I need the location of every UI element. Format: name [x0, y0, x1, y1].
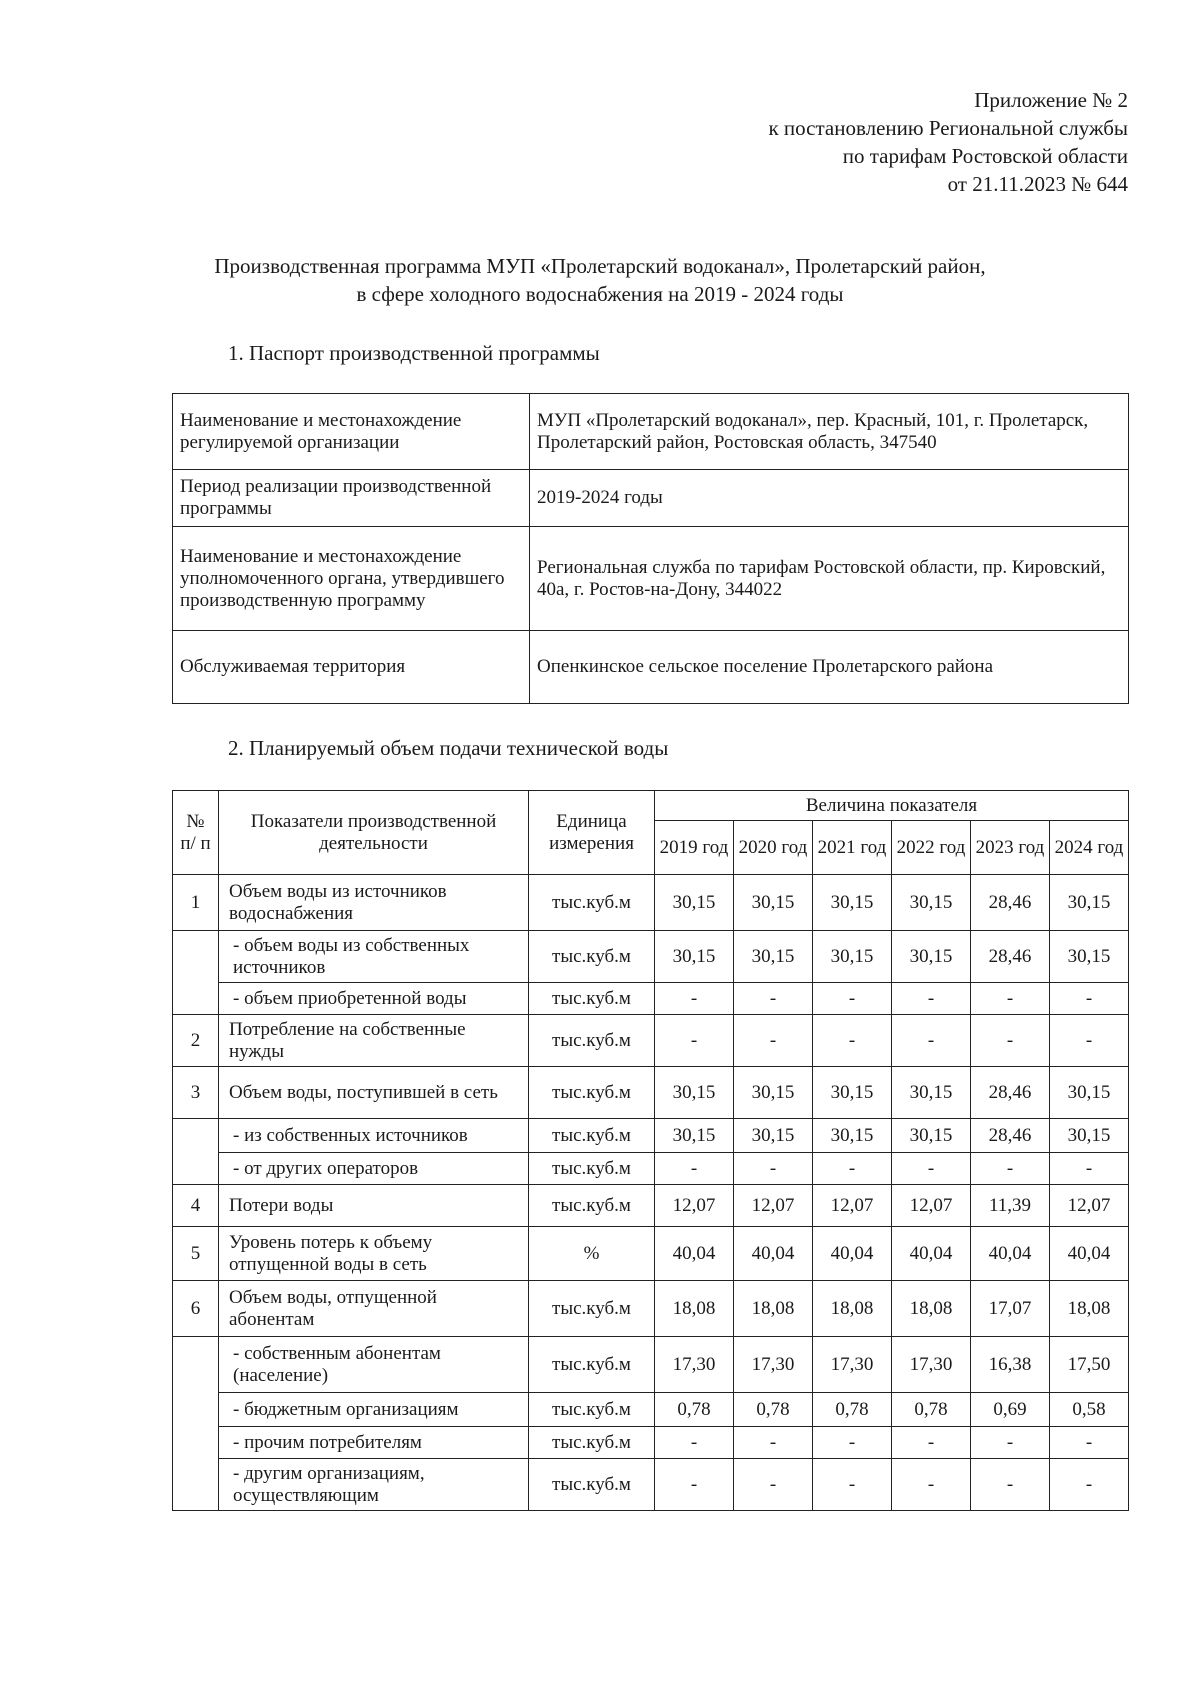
value-cell: 17,07 — [971, 1281, 1050, 1337]
value-cell: 30,15 — [1050, 1067, 1129, 1119]
value-cell: 17,30 — [655, 1337, 734, 1393]
passport-row — [173, 631, 1129, 704]
value-cell: - — [813, 983, 892, 1015]
unit-cell: тыс.куб.м — [529, 1015, 655, 1067]
passport-label: Наименование и местонахождение регулируемой организации — [173, 394, 530, 470]
value-cell: - — [971, 1459, 1050, 1511]
passport-value: Опенкинское сельское поселение Пролетарского района — [530, 631, 1129, 704]
indicator-name: - объем воды из собственных источников — [219, 931, 529, 983]
value-cell: 30,15 — [813, 1067, 892, 1119]
indicator-name: - из собственных источников — [219, 1119, 529, 1153]
value-cell: - — [734, 1153, 813, 1185]
row-number — [173, 931, 219, 1015]
indicator-name: Потери воды — [219, 1185, 529, 1227]
value-cell: 17,50 — [1050, 1337, 1129, 1393]
value-cell: 0,69 — [971, 1393, 1050, 1427]
document-title — [120, 252, 1080, 308]
value-cell: 12,07 — [655, 1185, 734, 1227]
passport-label: Период реализации производственной программы — [173, 470, 530, 527]
row-number: 3 — [173, 1067, 219, 1119]
value-cell: 30,15 — [655, 1067, 734, 1119]
appendix-line: по тарифам Ростовской области — [842, 144, 1128, 168]
value-cell: 40,04 — [813, 1227, 892, 1281]
section-heading-passport: 1. Паспорт производственной программы — [228, 341, 600, 365]
indicator-name: - от других операторов — [219, 1153, 529, 1185]
value-cell: 30,15 — [734, 1067, 813, 1119]
value-cell: 30,15 — [734, 1119, 813, 1153]
value-cell: 30,15 — [1050, 1119, 1129, 1153]
header-year: 2021 год — [813, 821, 892, 875]
value-cell: - — [734, 983, 813, 1015]
table-row — [173, 1119, 1129, 1153]
value-cell: 18,08 — [813, 1281, 892, 1337]
value-cell: - — [892, 1427, 971, 1459]
value-cell: 40,04 — [734, 1227, 813, 1281]
row-number: 1 — [173, 875, 219, 931]
passport-row — [173, 394, 1129, 470]
passport-label: Наименование и местонахождение уполномоченного органа, утвердившего производственную программу — [173, 527, 530, 631]
passport-table — [172, 393, 1129, 704]
value-cell: - — [655, 1015, 734, 1067]
value-cell: 17,30 — [734, 1337, 813, 1393]
row-number: 5 — [173, 1227, 219, 1281]
value-cell: - — [892, 983, 971, 1015]
header-num: № п/ п — [173, 791, 219, 875]
header-year: 2024 год — [1050, 821, 1129, 875]
unit-cell: тыс.куб.м — [529, 1119, 655, 1153]
table-row — [173, 1393, 1129, 1427]
unit-cell: тыс.куб.м — [529, 1153, 655, 1185]
indicator-name: Объем воды из источников водоснабжения — [219, 875, 529, 931]
value-cell: - — [813, 1015, 892, 1067]
table-row — [173, 1185, 1129, 1227]
unit-cell: тыс.куб.м — [529, 1067, 655, 1119]
indicator-name: - собственным абонентам (население) — [219, 1337, 529, 1393]
table-row — [173, 875, 1129, 931]
value-cell: 30,15 — [892, 931, 971, 983]
value-cell: 0,78 — [892, 1393, 971, 1427]
value-cell: 0,78 — [813, 1393, 892, 1427]
unit-cell: тыс.куб.м — [529, 1427, 655, 1459]
appendix-line: к постановлению Региональной службы — [768, 116, 1128, 140]
value-cell: 30,15 — [734, 931, 813, 983]
value-cell: - — [971, 1015, 1050, 1067]
table-header-row — [173, 791, 1129, 821]
value-cell: 28,46 — [971, 1067, 1050, 1119]
row-number: 6 — [173, 1281, 219, 1337]
passport-row — [173, 470, 1129, 527]
value-cell: 0,58 — [1050, 1393, 1129, 1427]
value-cell: - — [1050, 983, 1129, 1015]
table-row — [173, 931, 1129, 983]
value-cell: - — [734, 1427, 813, 1459]
value-cell: 12,07 — [734, 1185, 813, 1227]
value-cell: 18,08 — [655, 1281, 734, 1337]
value-cell: 17,30 — [813, 1337, 892, 1393]
appendix-block — [768, 86, 1128, 198]
table-row — [173, 1067, 1129, 1119]
value-cell: - — [734, 1015, 813, 1067]
value-cell: 40,04 — [1050, 1227, 1129, 1281]
unit-cell: тыс.куб.м — [529, 1337, 655, 1393]
value-cell: 30,15 — [813, 931, 892, 983]
value-cell: 30,15 — [892, 1067, 971, 1119]
unit-cell: тыс.куб.м — [529, 1185, 655, 1227]
passport-value: 2019-2024 годы — [530, 470, 1129, 527]
value-cell: 18,08 — [892, 1281, 971, 1337]
header-year: 2020 год — [734, 821, 813, 875]
value-cell: 12,07 — [892, 1185, 971, 1227]
indicator-name: Объем воды, отпущенной абонентам — [219, 1281, 529, 1337]
value-cell: 40,04 — [971, 1227, 1050, 1281]
indicator-name: Уровень потерь к объему отпущенной воды в сеть — [219, 1227, 529, 1281]
value-cell: 18,08 — [1050, 1281, 1129, 1337]
value-cell: 30,15 — [813, 875, 892, 931]
title-line: в сфере холодного водоснабжения на 2019 - 2024 годы — [356, 282, 844, 306]
indicator-name: - объем приобретенной воды — [219, 983, 529, 1015]
value-cell: 30,15 — [892, 1119, 971, 1153]
indicator-name: - другим организациям, осуществляющим — [219, 1459, 529, 1511]
unit-cell: тыс.куб.м — [529, 1281, 655, 1337]
indicator-name: - прочим потребителям — [219, 1427, 529, 1459]
unit-cell: % — [529, 1227, 655, 1281]
indicator-name: Объем воды, поступившей в сеть — [219, 1067, 529, 1119]
value-cell: - — [734, 1459, 813, 1511]
value-cell: 30,15 — [813, 1119, 892, 1153]
value-cell: 12,07 — [813, 1185, 892, 1227]
header-value-group: Величина показателя — [655, 791, 1129, 821]
table-row — [173, 1427, 1129, 1459]
value-cell: - — [971, 983, 1050, 1015]
title-line: Производственная программа МУП «Пролетарский водоканал», Пролетарский район, — [214, 254, 986, 278]
value-cell: 30,15 — [892, 875, 971, 931]
header-indicator: Показатели производственной деятельности — [219, 791, 529, 875]
value-cell: 12,07 — [1050, 1185, 1129, 1227]
value-cell: - — [1050, 1459, 1129, 1511]
row-number — [173, 1119, 219, 1185]
header-year: 2023 год — [971, 821, 1050, 875]
value-cell: 30,15 — [655, 875, 734, 931]
value-cell: 40,04 — [892, 1227, 971, 1281]
value-cell: - — [655, 1427, 734, 1459]
value-cell: 30,15 — [655, 1119, 734, 1153]
header-year: 2019 год — [655, 821, 734, 875]
value-cell: 40,04 — [655, 1227, 734, 1281]
table-row — [173, 1337, 1129, 1393]
value-cell: 30,15 — [655, 931, 734, 983]
value-cell: 16,38 — [971, 1337, 1050, 1393]
table-row — [173, 983, 1129, 1015]
value-cell: 28,46 — [971, 931, 1050, 983]
indicator-name: Потребление на собственные нужды — [219, 1015, 529, 1067]
passport-row — [173, 527, 1129, 631]
value-cell: - — [971, 1427, 1050, 1459]
section-heading-volume: 2. Планируемый объем подачи технической воды — [228, 736, 669, 760]
value-cell: 28,46 — [971, 1119, 1050, 1153]
value-cell: - — [892, 1459, 971, 1511]
table-row — [173, 1459, 1129, 1511]
row-number: 2 — [173, 1015, 219, 1067]
value-cell: - — [892, 1153, 971, 1185]
value-cell: - — [813, 1459, 892, 1511]
value-cell: 11,39 — [971, 1185, 1050, 1227]
passport-value: МУП «Пролетарский водоканал», пер. Красный, 101, г. Пролетарск, Пролетарский район, Ростовская область, 347540 — [530, 394, 1129, 470]
value-cell: 30,15 — [1050, 931, 1129, 983]
passport-label: Обслуживаемая территория — [173, 631, 530, 704]
value-cell: 0,78 — [655, 1393, 734, 1427]
row-number: 4 — [173, 1185, 219, 1227]
unit-cell: тыс.куб.м — [529, 983, 655, 1015]
value-cell: - — [1050, 1015, 1129, 1067]
table-row — [173, 1015, 1129, 1067]
unit-cell: тыс.куб.м — [529, 1459, 655, 1511]
value-cell: - — [655, 1153, 734, 1185]
value-cell: - — [971, 1153, 1050, 1185]
value-cell: 30,15 — [734, 875, 813, 931]
value-cell: 17,30 — [892, 1337, 971, 1393]
unit-cell: тыс.куб.м — [529, 931, 655, 983]
appendix-line: от 21.11.2023 № 644 — [947, 172, 1128, 196]
table-row — [173, 1227, 1129, 1281]
table-row — [173, 1153, 1129, 1185]
value-cell: 0,78 — [734, 1393, 813, 1427]
value-cell: - — [813, 1153, 892, 1185]
value-cell: - — [892, 1015, 971, 1067]
water-volume-table — [172, 790, 1129, 1511]
value-cell: - — [813, 1427, 892, 1459]
table-row — [173, 1281, 1129, 1337]
passport-value: Региональная служба по тарифам Ростовской области, пр. Кировский, 40а, г. Ростов-на-Дону, 344022 — [530, 527, 1129, 631]
value-cell: - — [1050, 1153, 1129, 1185]
unit-cell: тыс.куб.м — [529, 875, 655, 931]
header-year: 2022 год — [892, 821, 971, 875]
indicator-name: - бюджетным организациям — [219, 1393, 529, 1427]
appendix-line: Приложение № 2 — [974, 88, 1128, 112]
header-unit: Единица измерения — [529, 791, 655, 875]
value-cell: - — [1050, 1427, 1129, 1459]
value-cell: 28,46 — [971, 875, 1050, 931]
value-cell: - — [655, 983, 734, 1015]
unit-cell: тыс.куб.м — [529, 1393, 655, 1427]
value-cell: 18,08 — [734, 1281, 813, 1337]
value-cell: 30,15 — [1050, 875, 1129, 931]
value-cell: - — [655, 1459, 734, 1511]
row-number — [173, 1337, 219, 1511]
